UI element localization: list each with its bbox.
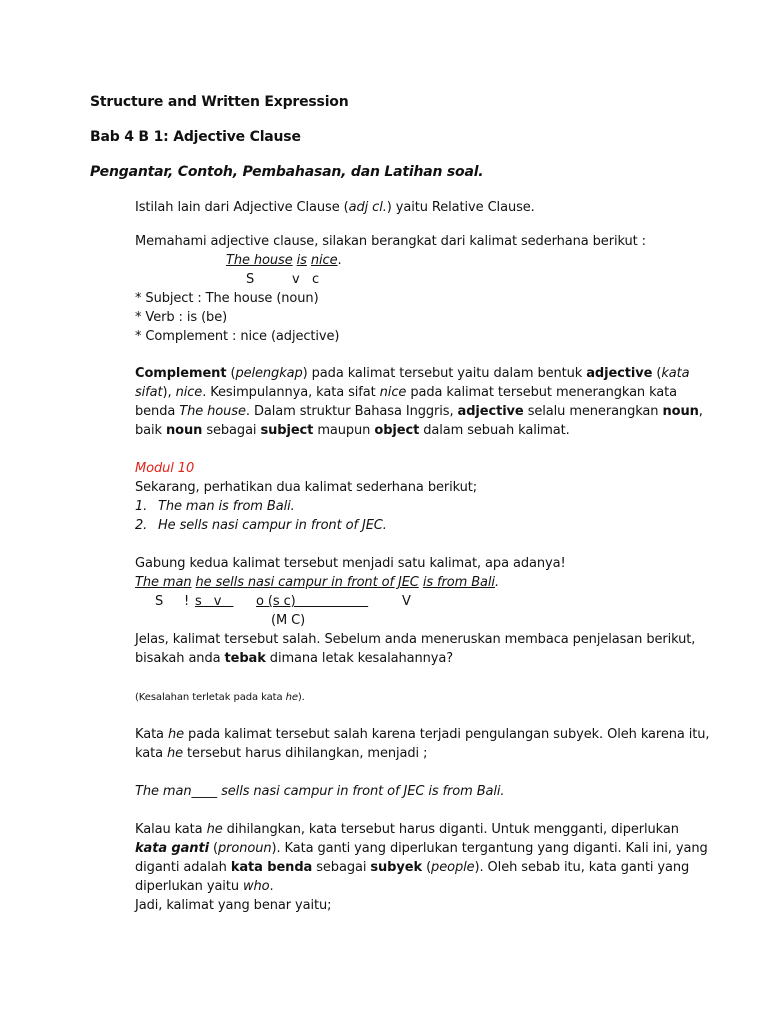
replace-para-line-5: Jadi, kalimat yang benar yaitu;	[135, 898, 332, 913]
part-complement: * Complement : nice (adjective)	[135, 329, 340, 344]
blank-sentence: The man____ sells nasi campur in front of JEC is from Bali.	[135, 784, 505, 799]
example-subject: The house	[226, 253, 293, 268]
para-text: kata	[135, 746, 167, 761]
para-text: tersebut harus dihilangkan, menjadi ;	[183, 746, 428, 761]
kata-benda-term: kata benda	[230, 860, 313, 875]
para-text: Kata	[135, 727, 168, 742]
para-text: baik	[135, 423, 166, 438]
para-text: sebagai	[312, 860, 371, 875]
simple-intro: Sekarang, perhatikan dua kalimat sederhana berikut;	[135, 480, 478, 495]
wrong-para-line-1: Jelas, kalimat tersebut salah. Sebelum anda meneruskan membaca penjelasan berikut,	[135, 632, 696, 647]
tebak-term: tebak	[224, 651, 266, 666]
replace-para-line-2	[135, 839, 708, 858]
para-text: benda	[135, 404, 180, 419]
complement-term: Complement	[135, 366, 227, 381]
para-text: (	[422, 860, 432, 875]
combine-label-mc: (M C)	[271, 613, 306, 628]
para-text: diganti adalah	[135, 860, 231, 875]
item-text: The man is from Bali.	[158, 499, 295, 514]
para-text: ). Kata ganti yang diperlukan tergantung yang diganti. Kali ini, yang	[271, 841, 708, 856]
para-text: bisakah anda	[135, 651, 225, 666]
para-text: .	[269, 879, 274, 894]
intro-text: Istilah lain dari Adjective Clause (	[135, 200, 349, 215]
simple-item-1	[135, 497, 295, 516]
example-complement: nice	[310, 253, 338, 268]
replace-para-line-4	[135, 877, 274, 896]
para-text: sebagai	[202, 423, 261, 438]
simple-item-2	[135, 516, 387, 535]
pronoun-term: pronoun	[217, 841, 272, 856]
complement-para-line-2	[135, 383, 677, 402]
subtitle-heading: Pengantar, Contoh, Pembahasan, dan Latihan soal.	[90, 164, 484, 180]
intro-text: ) yaitu Relative Clause.	[386, 200, 535, 215]
combine-label-bang: !	[184, 594, 190, 609]
document-title: Structure and Written Expression	[90, 94, 349, 110]
example-label-v: v	[292, 272, 300, 287]
subyek-term: subyek	[370, 860, 423, 875]
para-text: diperlukan yaitu	[135, 879, 243, 894]
replace-para-line-1	[135, 820, 677, 839]
para-text: ,	[698, 404, 703, 419]
he-term: he	[166, 746, 184, 761]
example-label-c: c	[312, 272, 320, 287]
para-text: Kalau kata	[135, 822, 207, 837]
item-number: 2.	[135, 518, 148, 533]
wrong-para-line-2	[135, 649, 453, 668]
complement-para-line-4	[135, 421, 677, 440]
para-text: (	[652, 366, 662, 381]
para-text: ) pada kalimat tersebut yaitu dalam bentuk	[302, 366, 587, 381]
intro-term-line	[135, 198, 535, 217]
adjective-term: adjective	[457, 404, 524, 419]
note-he: he	[285, 692, 298, 703]
combine-label-v: V	[402, 594, 411, 609]
para-text: . Dalam struktur Bahasa Inggris,	[245, 404, 458, 419]
para-text: ),	[162, 385, 176, 400]
noun-term: noun	[166, 423, 203, 438]
example-period: .	[337, 253, 342, 268]
subject-term: subject	[260, 423, 314, 438]
pelengkap-term: pelengkap	[235, 366, 303, 381]
part-verb: * Verb : is (be)	[135, 310, 228, 325]
example-label-s: S	[246, 272, 255, 287]
note-text: (Kesalahan terletak pada kata	[135, 692, 286, 703]
para-text: . Kesimpulannya, kata sifat	[202, 385, 380, 400]
item-text: He sells nasi campur in front of JEC.	[158, 518, 387, 533]
chapter-heading: Bab 4 B 1: Adjective Clause	[90, 129, 301, 145]
para-text: (	[226, 366, 236, 381]
the-house-term: The house	[179, 404, 246, 419]
people-term: people	[431, 860, 475, 875]
combine-label-osc: o (s c)	[256, 594, 369, 609]
he-para-line-2	[135, 744, 427, 763]
nice-term: nice	[175, 385, 203, 400]
para-text: (	[208, 841, 218, 856]
noun-term: noun	[662, 404, 699, 419]
combine-instruction: Gabung kedua kalimat tersebut menjadi satu kalimat, apa adanya!	[135, 556, 566, 571]
complement-para-line-3	[135, 402, 703, 421]
example-verb: is	[296, 253, 307, 268]
he-para-line-1	[135, 725, 710, 744]
adj-cl-abbr: adj cl.	[348, 200, 387, 215]
sifat-term: sifat	[135, 385, 163, 400]
object-term: object	[374, 423, 420, 438]
para-text: dihilangkan, kata tersebut harus diganti. Untuk mengganti, diperlukan	[222, 822, 679, 837]
modul-label: Modul 10	[135, 461, 195, 476]
combined-sentence	[135, 573, 499, 592]
item-number: 1.	[135, 499, 148, 514]
who-term: who	[243, 879, 270, 894]
he-term: he	[167, 727, 185, 742]
para-text: pada kalimat tersebut menerangkan kata	[406, 385, 678, 400]
combine-label-sv: s v	[195, 594, 234, 609]
nice-term: nice	[379, 385, 407, 400]
error-note	[135, 688, 305, 707]
para-text: dimana letak kesalahannya?	[265, 651, 453, 666]
note-text: ).	[297, 692, 305, 703]
part-subject: * Subject : The house (noun)	[135, 291, 319, 306]
combined-subject: The man	[135, 575, 192, 590]
kata-term: kata	[661, 366, 690, 381]
combine-label-s: S	[155, 594, 164, 609]
para-text: ). Oleh sebab itu, kata ganti yang	[474, 860, 690, 875]
combined-period: .	[494, 575, 499, 590]
combined-clause: he sells nasi campur in front of JEC	[195, 575, 419, 590]
para-text: maupun	[313, 423, 375, 438]
para-text: selalu menerangkan	[523, 404, 663, 419]
complement-para-line-1	[135, 364, 690, 383]
adjective-term: adjective	[586, 366, 653, 381]
replace-para-line-3	[135, 858, 690, 877]
para-text: dalam sebuah kalimat.	[419, 423, 570, 438]
combined-predicate: is from Bali	[422, 575, 495, 590]
he-term: he	[206, 822, 223, 837]
intro-understand-line: Memahami adjective clause, silakan berangkat dari kalimat sederhana berikut :	[135, 234, 646, 249]
para-text: pada kalimat tersebut salah karena terjadi pengulangan subyek. Oleh karena itu,	[184, 727, 710, 742]
example-sentence	[226, 251, 342, 270]
kata-ganti-term: kata ganti	[135, 841, 209, 856]
